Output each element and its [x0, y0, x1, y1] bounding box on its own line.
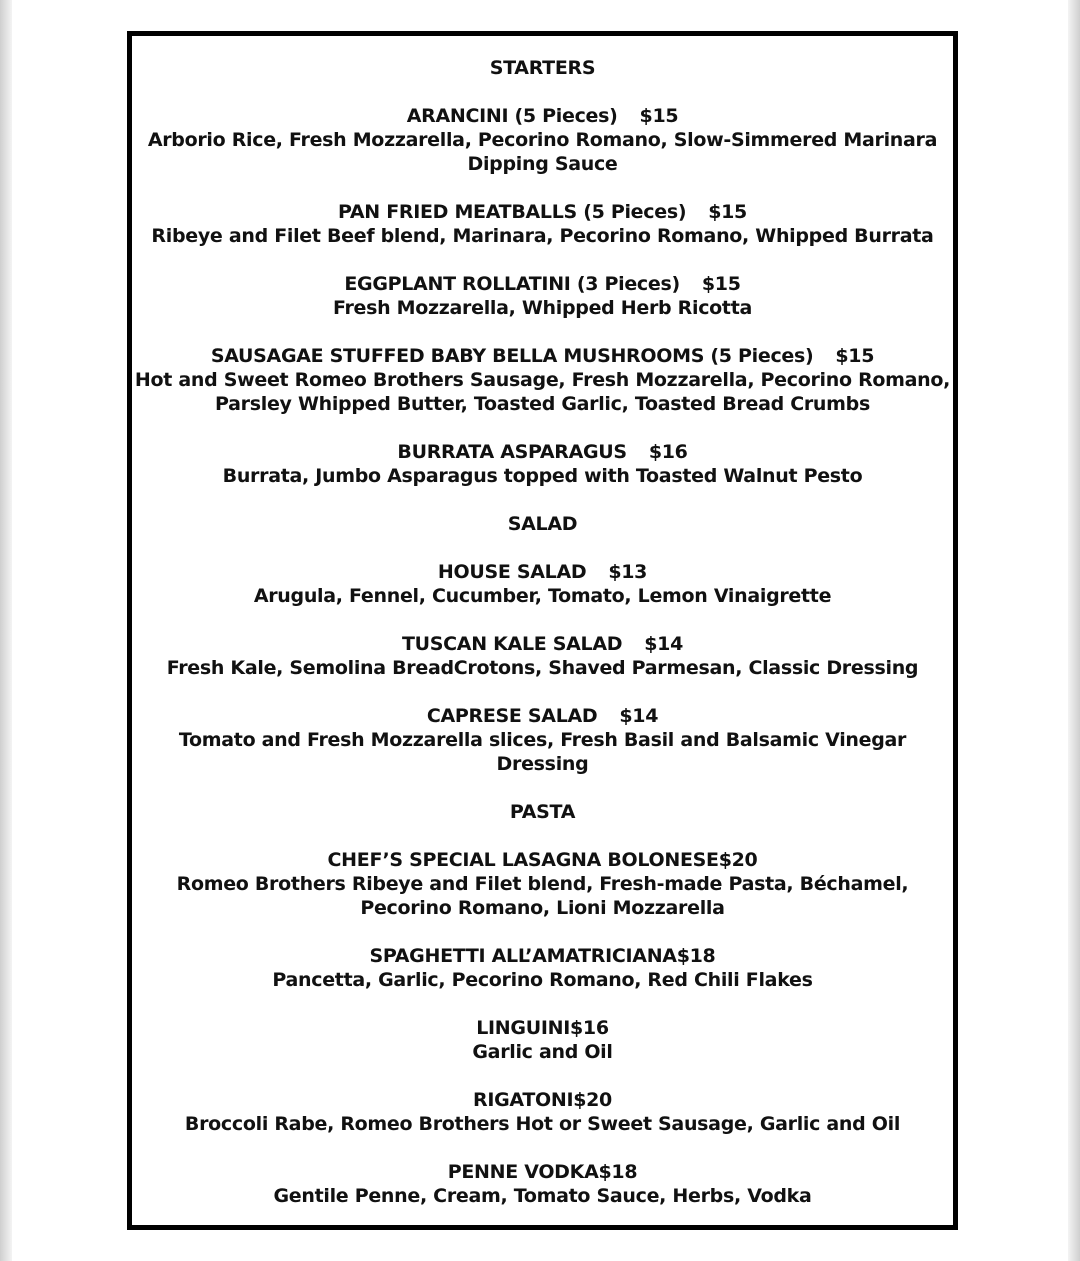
menu-item-eggplant-rollatini: [132, 272, 953, 320]
item-description: Tomato and Fresh Mozzarella slices, Fresh Basil and Balsamic Vinegar Dressing: [178, 729, 907, 775]
item-description: Burrata, Jumbo Asparagus topped with Toasted Walnut Pesto: [222, 465, 863, 487]
item-price: $18: [598, 1161, 638, 1183]
item-name: LINGUINI: [476, 1017, 570, 1039]
item-name: EGGPLANT ROLLATINI (3 Pieces): [344, 273, 680, 295]
item-name: CAPRESE SALAD: [426, 705, 598, 727]
item-description: Hot and Sweet Romeo Brothers Sausage, Fresh Mozzarella, Pecorino Romano,: [134, 369, 951, 391]
menu-item-lasagna-bolonese: [132, 848, 953, 920]
menu-item-burrata-asparagus: [132, 440, 953, 488]
item-price: $15: [835, 345, 875, 367]
menu-content: [132, 36, 953, 1208]
item-price: $15: [639, 105, 679, 127]
item-description: Broccoli Rabe, Romeo Brothers Hot or Sweet Sausage, Garlic and Oil: [184, 1113, 901, 1135]
item-description: Fresh Kale, Semolina BreadCrotons, Shaved Parmesan, Classic Dressing: [166, 657, 919, 679]
menu-item-spaghetti-amatriciana: [132, 944, 953, 992]
item-name: PENNE VODKA: [447, 1161, 599, 1183]
item-description: Gentile Penne, Cream, Tomato Sauce, Herbs, Vodka: [273, 1185, 812, 1207]
item-name: SPAGHETTI ALL’AMATRICIANA: [369, 945, 677, 967]
item-description: Dipping Sauce: [467, 153, 618, 175]
item-price: $16: [569, 1017, 609, 1039]
menu-item-rigatoni: [132, 1088, 953, 1136]
item-name: PAN FRIED MEATBALLS (5 Pieces): [338, 201, 687, 223]
item-price: $15: [708, 201, 747, 223]
menu-item-meatballs: [132, 200, 953, 248]
item-description: Fresh Mozzarella, Whipped Herb Ricotta: [332, 297, 753, 319]
item-description: Garlic and Oil: [472, 1041, 613, 1063]
menu-item-caprese-salad: [132, 704, 953, 776]
item-description: Romeo Brothers Ribeye and Filet blend, Fresh-made Pasta, Béchamel,: [176, 873, 909, 895]
menu-item-stuffed-mushrooms: [132, 344, 953, 416]
item-price: $14: [644, 633, 683, 655]
item-description: Parsley Whipped Butter, Toasted Garlic, Toasted Bread Crumbs: [215, 393, 870, 415]
menu-page: [127, 31, 958, 1230]
item-name: SAUSAGAE STUFFED BABY BELLA MUSHROOMS (5 Pieces): [210, 345, 814, 367]
item-name: ARANCINI (5 Pieces): [406, 105, 618, 127]
item-description: Arugula, Fennel, Cucumber, Tomato, Lemon Vinaigrette: [253, 585, 832, 607]
section-heading-starters: STARTERS: [489, 57, 596, 79]
item-price: $16: [648, 441, 688, 463]
item-name: TUSCAN KALE SALAD: [401, 633, 623, 655]
item-price: $14: [619, 705, 659, 727]
item-description: Ribeye and Filet Beef blend, Marinara, Pecorino Romano, Whipped Burrata: [151, 225, 934, 247]
item-price: $20: [718, 849, 758, 871]
menu-item-penne-vodka: [132, 1160, 953, 1208]
menu-item-arancini: [132, 104, 953, 176]
item-name: CHEF’S SPECIAL LASAGNA BOLONESE: [327, 849, 719, 871]
section-heading-pasta: PASTA: [509, 801, 576, 823]
item-name: BURRATA ASPARAGUS: [397, 441, 627, 463]
item-price: $13: [608, 561, 648, 583]
item-name: HOUSE SALAD: [437, 561, 587, 583]
item-description: Pecorino Romano, Lioni Mozzarella: [360, 897, 725, 919]
item-name: RIGATONI: [473, 1089, 574, 1111]
menu-item-tuscan-kale-salad: [132, 632, 953, 680]
item-price: $15: [701, 273, 741, 295]
menu-item-house-salad: [132, 560, 953, 608]
menu-item-linguini: [132, 1016, 953, 1064]
section-heading-salad: SALAD: [507, 513, 578, 535]
item-description: Arborio Rice, Fresh Mozzarella, Pecorino Romano, Slow-Simmered Marinara: [147, 129, 938, 151]
item-price: $18: [676, 945, 716, 967]
item-description: Pancetta, Garlic, Pecorino Romano, Red Chili Flakes: [272, 969, 813, 991]
viewer-right-edge: [1068, 0, 1080, 1261]
item-price: $20: [573, 1089, 612, 1111]
viewer-left-edge: [0, 0, 12, 1261]
